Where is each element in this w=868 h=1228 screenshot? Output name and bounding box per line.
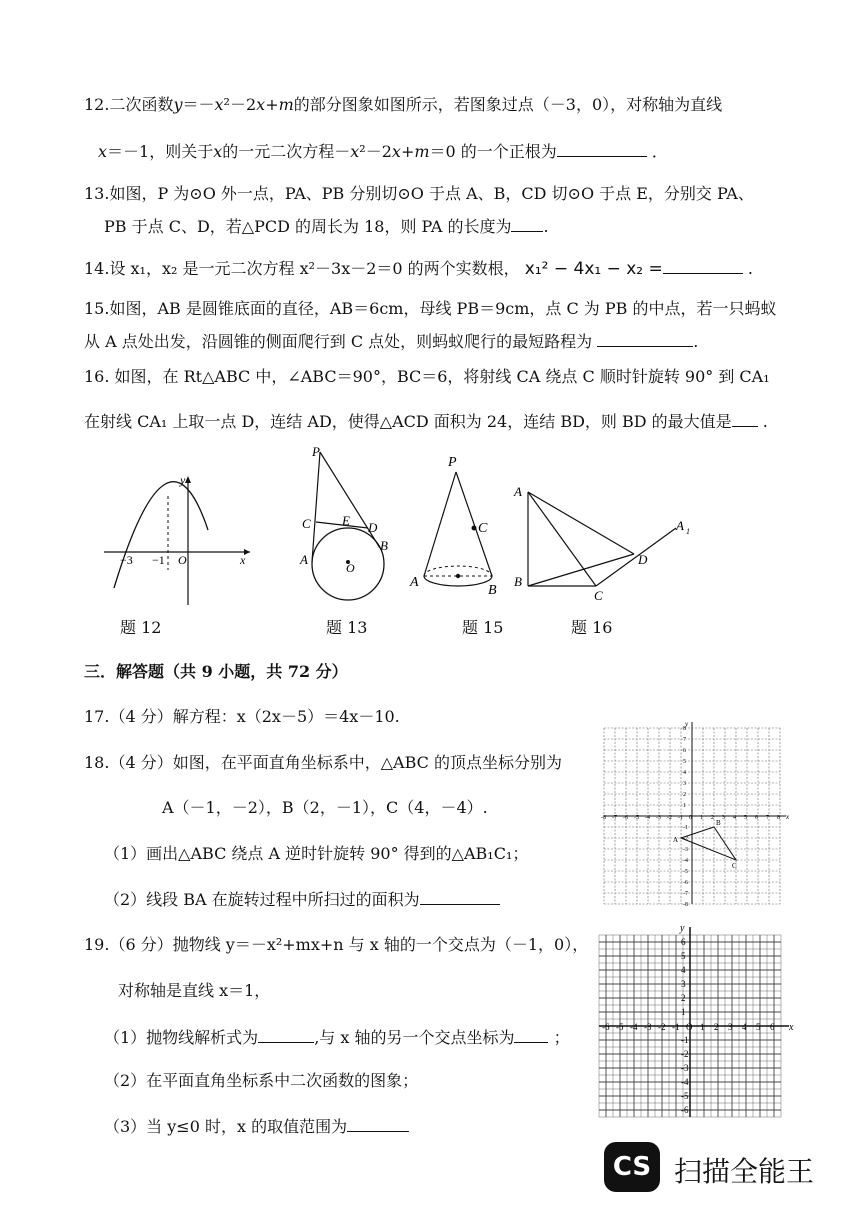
fig16-line-AD bbox=[528, 492, 634, 554]
grid19-x-tick: 2 bbox=[714, 1022, 719, 1032]
fig12-origin-label: O bbox=[178, 553, 187, 567]
q18-line1: 18.（4 分）如图，在平面直角坐标系中，△ABC 的顶点坐标分别为 bbox=[84, 753, 562, 772]
fig13-label-O: O bbox=[346, 561, 355, 575]
grid18-x-tick: 8 bbox=[777, 815, 780, 821]
grid18-x-tick: 4 bbox=[733, 815, 736, 821]
q12-answer-blank[interactable] bbox=[557, 140, 647, 157]
fig15-line-PA bbox=[424, 472, 456, 576]
grid19-x-tick: 6 bbox=[770, 1022, 775, 1032]
grid18-x-tick: -4 bbox=[645, 815, 650, 821]
q18-line3: （1）画出△ABC 绕点 A 逆时针旋转 90° 得到的△AB₁C₁； bbox=[104, 844, 529, 863]
q15-line2: 从 A 点处出发，沿圆锥的侧面爬行到 C 点处，则蚂蚁爬行的最短路程为 . bbox=[84, 332, 699, 351]
q13-answer-blank[interactable] bbox=[511, 215, 543, 232]
grid19-y-tick: -1 bbox=[681, 1035, 689, 1045]
grid19-y-tick: 5 bbox=[681, 951, 686, 961]
grid18-y-tick: 8 bbox=[683, 726, 686, 732]
fig12-parabola bbox=[114, 482, 208, 588]
fig12-x-label: x bbox=[240, 553, 246, 567]
q15-answer-blank[interactable] bbox=[597, 330, 693, 347]
q16-answer-blank[interactable] bbox=[732, 410, 758, 427]
q15-line1: 15.如图，AB 是圆锥底面的直径，AB＝6cm，母线 PB＝9cm，点 C 为 PB 的中点，若一只蚂蚁 bbox=[84, 299, 777, 318]
q19-line2: 对称轴是直线 x＝1， bbox=[118, 981, 271, 1000]
grid18-x-tick: -1 bbox=[678, 815, 683, 821]
fig12-tick-m1: −1 bbox=[152, 553, 165, 567]
grid19-y-tick: 6 bbox=[681, 937, 686, 947]
fig16-label-A1-sub: 1 bbox=[686, 527, 690, 536]
q19-point-blank[interactable] bbox=[514, 1026, 548, 1043]
q19-line5: （3）当 y≤0 时，x 的取值范围为 bbox=[104, 1115, 409, 1138]
fig12-parabola-graph bbox=[100, 460, 260, 610]
fig16-line-AC bbox=[528, 492, 596, 586]
q14-answer-blank[interactable] bbox=[663, 257, 743, 274]
q19-line3: （1）抛物线解析式为 ,与 x 轴的另一个交点坐标为 ； bbox=[104, 1028, 570, 1047]
fig13-label-B: B bbox=[380, 538, 388, 553]
grid19-x-tick: 3 bbox=[728, 1022, 733, 1032]
grid18-x-tick: 3 bbox=[722, 815, 725, 821]
caption-fig16: 题 16 bbox=[571, 618, 613, 637]
grid18-x-label: x bbox=[786, 813, 790, 821]
fig13-tangent-circle bbox=[296, 444, 406, 604]
fig15-label-B: B bbox=[488, 583, 497, 598]
fig16-triangle bbox=[510, 476, 700, 606]
grid19-x-tick: 5 bbox=[756, 1022, 761, 1032]
fig16-label-A1: A bbox=[676, 518, 684, 533]
grid19-x-tick: 1 bbox=[700, 1022, 705, 1032]
grid19-x-tick: 4 bbox=[742, 1022, 747, 1032]
q12-line2: x＝－1，则关于x的一元二次方程－x²－2x+m＝0 的一个正根为 ． bbox=[98, 142, 668, 161]
grid18-y-tick: -4 bbox=[683, 858, 688, 864]
q13-line2: PB 于点 C、D，若△PCD 的周长为 18，则 PA 的长度为 . bbox=[104, 217, 549, 236]
q19-line4: （2）在平面直角坐标系中二次函数的图象； bbox=[104, 1071, 419, 1090]
fig13-label-E: E bbox=[342, 513, 350, 528]
grid18-y-tick: 4 bbox=[683, 770, 686, 776]
grid18-x-tick: 1 bbox=[700, 815, 703, 821]
q18-coordinate-grid bbox=[592, 720, 792, 916]
grid19-x-tick: -6 bbox=[602, 1022, 610, 1032]
q19-formula-blank[interactable] bbox=[258, 1026, 314, 1043]
grid19-y-tick: -5 bbox=[681, 1091, 689, 1101]
fig12-y-arrow bbox=[185, 476, 191, 483]
grid18-label-C: C bbox=[732, 862, 737, 870]
fig15-label-C: C bbox=[478, 521, 488, 536]
grid18-x-tick: -5 bbox=[634, 815, 639, 821]
grid18-x-tick: 0 bbox=[689, 815, 692, 821]
grid18-y-tick: -6 bbox=[683, 880, 688, 886]
fig16-ray-CA1 bbox=[596, 528, 676, 586]
fig13-line-PA bbox=[312, 452, 320, 562]
grid18-triangle-ABC bbox=[681, 827, 736, 860]
grid18-x-tick: 5 bbox=[744, 815, 747, 821]
q12-line1: 12.二次函数y＝－x²－2x+m的部分图象如图所示，若图象过点（－3，0），对称轴为直线 bbox=[84, 95, 723, 114]
fig16-label-B: B bbox=[514, 574, 522, 589]
grid19-y-tick: -3 bbox=[681, 1063, 689, 1073]
grid18-x-tick: -6 bbox=[623, 815, 628, 821]
grid18-y-tick: 6 bbox=[683, 748, 686, 754]
q16-line1: 16. 如图，在 Rt△ABC 中，∠ABC＝90°，BC＝6，将射线 CA 绕点 C 顺时针旋转 90° 到 CA₁ bbox=[84, 367, 770, 386]
grid18-x-tick: -2 bbox=[667, 815, 672, 821]
grid19-x-tick: -1 bbox=[672, 1022, 680, 1032]
grid18-y-tick: -8 bbox=[683, 902, 688, 908]
fig15-label-A: A bbox=[410, 575, 419, 590]
q19-line1: 19.（6 分）抛物线 y＝－x²+mx+n 与 x 轴的一个交点为（－1，0）， bbox=[84, 935, 589, 954]
fig13-label-D: D bbox=[368, 520, 378, 535]
grid18-x-tick: 2 bbox=[711, 815, 714, 821]
fig16-label-C: C bbox=[594, 588, 603, 603]
grid18-y-tick: -1 bbox=[683, 825, 688, 831]
fig15-label-P: P bbox=[448, 455, 457, 470]
grid18-x-tick: -3 bbox=[656, 815, 661, 821]
grid18-y-tick: 2 bbox=[683, 792, 686, 798]
grid19-y-tick: -4 bbox=[681, 1077, 689, 1087]
camscanner-logo: CS bbox=[604, 1142, 660, 1192]
caption-fig12: 题 12 bbox=[120, 618, 162, 637]
caption-fig13: 题 13 bbox=[326, 618, 368, 637]
grid18-label-B: B bbox=[716, 819, 721, 827]
grid19-x-tick: -4 bbox=[630, 1022, 638, 1032]
q18-line4: （2）线段 BA 在旋转过程中所扫过的面积为 bbox=[104, 888, 500, 911]
grid18-x-tick: 7 bbox=[766, 815, 769, 821]
q14-expression: x₁² − 4x₁ − x₂ = bbox=[524, 259, 663, 279]
grid18-y-tick: 5 bbox=[683, 759, 686, 765]
fig16-label-A: A bbox=[514, 484, 522, 499]
grid19-y-tick: 4 bbox=[681, 965, 686, 975]
fig15-center-dot bbox=[456, 574, 460, 578]
grid18-y-tick: -5 bbox=[683, 869, 688, 875]
grid18-x-tick: 6 bbox=[755, 815, 758, 821]
grid18-y-tick: 1 bbox=[683, 803, 686, 809]
fig13-label-A: A bbox=[300, 552, 308, 567]
grid19-x-tick: -2 bbox=[658, 1022, 666, 1032]
grid19-y-tick: -6 bbox=[681, 1105, 689, 1115]
caption-fig15: 题 15 bbox=[462, 618, 504, 637]
q16-line2: 在射线 CA₁ 上取一点 D，连结 AD，使得△ACD 面积为 24，连结 BD，则 BD 的最大值是 . bbox=[84, 412, 768, 431]
grid18-y-tick: 7 bbox=[683, 737, 686, 743]
grid18-label-A: A bbox=[673, 836, 679, 844]
fig15-cone bbox=[408, 452, 508, 602]
fig12-y-label: y bbox=[180, 473, 186, 487]
section-3-heading: 三．解答题（共 9 小题，共 72 分） bbox=[84, 662, 348, 681]
fig13-label-C: C bbox=[302, 516, 311, 531]
q19-range-blank[interactable] bbox=[347, 1115, 409, 1132]
grid18-y-tick: -2 bbox=[683, 836, 688, 842]
fig12-tick-m3: −3 bbox=[120, 553, 133, 567]
grid18-y-tick: -7 bbox=[683, 891, 688, 897]
grid19-y-tick: 3 bbox=[681, 979, 686, 989]
q18-answer-blank[interactable] bbox=[420, 888, 500, 905]
fig15-point-C bbox=[472, 526, 477, 531]
grid19-y-tick: 1 bbox=[681, 1007, 686, 1017]
grid19-y-label: y bbox=[680, 923, 685, 934]
q17-line: 17.（4 分）解方程：x（2x－5）＝4x－10. bbox=[84, 707, 400, 726]
grid19-y-tick: 2 bbox=[681, 993, 686, 1003]
grid19-x-tick: -3 bbox=[644, 1022, 652, 1032]
grid19-x-label: x bbox=[789, 1022, 794, 1033]
grid18-y-tick: -3 bbox=[683, 847, 688, 853]
fig16-label-D: D bbox=[638, 552, 648, 567]
q18-line2: A（－1，－2），B（2，－1），C（4，－4）. bbox=[162, 798, 488, 817]
grid19-y-tick: -2 bbox=[681, 1049, 689, 1059]
q19-coordinate-grid bbox=[596, 923, 796, 1130]
grid18-x-tick: -8 bbox=[601, 815, 606, 821]
q13-line1: 13.如图，P 为⊙O 外一点，PA、PB 分别切⊙O 于点 A、B，CD 切⊙O 于点 E，分别交 PA、 bbox=[84, 184, 754, 203]
grid18-y-label: y bbox=[685, 720, 689, 728]
grid19-x-tick: -5 bbox=[616, 1022, 624, 1032]
grid18-y-tick: 3 bbox=[683, 781, 686, 787]
camscanner-text: 扫描全能王 bbox=[674, 1155, 815, 1188]
fig13-label-P: P bbox=[312, 444, 320, 459]
q14-line: 14.设 x₁，x₂ 是一元二次方程 x²－3x－2＝0 的两个实数根， x₁² − 4x₁ − x₂ = . bbox=[84, 259, 753, 279]
grid18-x-tick: -7 bbox=[612, 815, 617, 821]
grid19-x-tick: O bbox=[686, 1022, 693, 1032]
